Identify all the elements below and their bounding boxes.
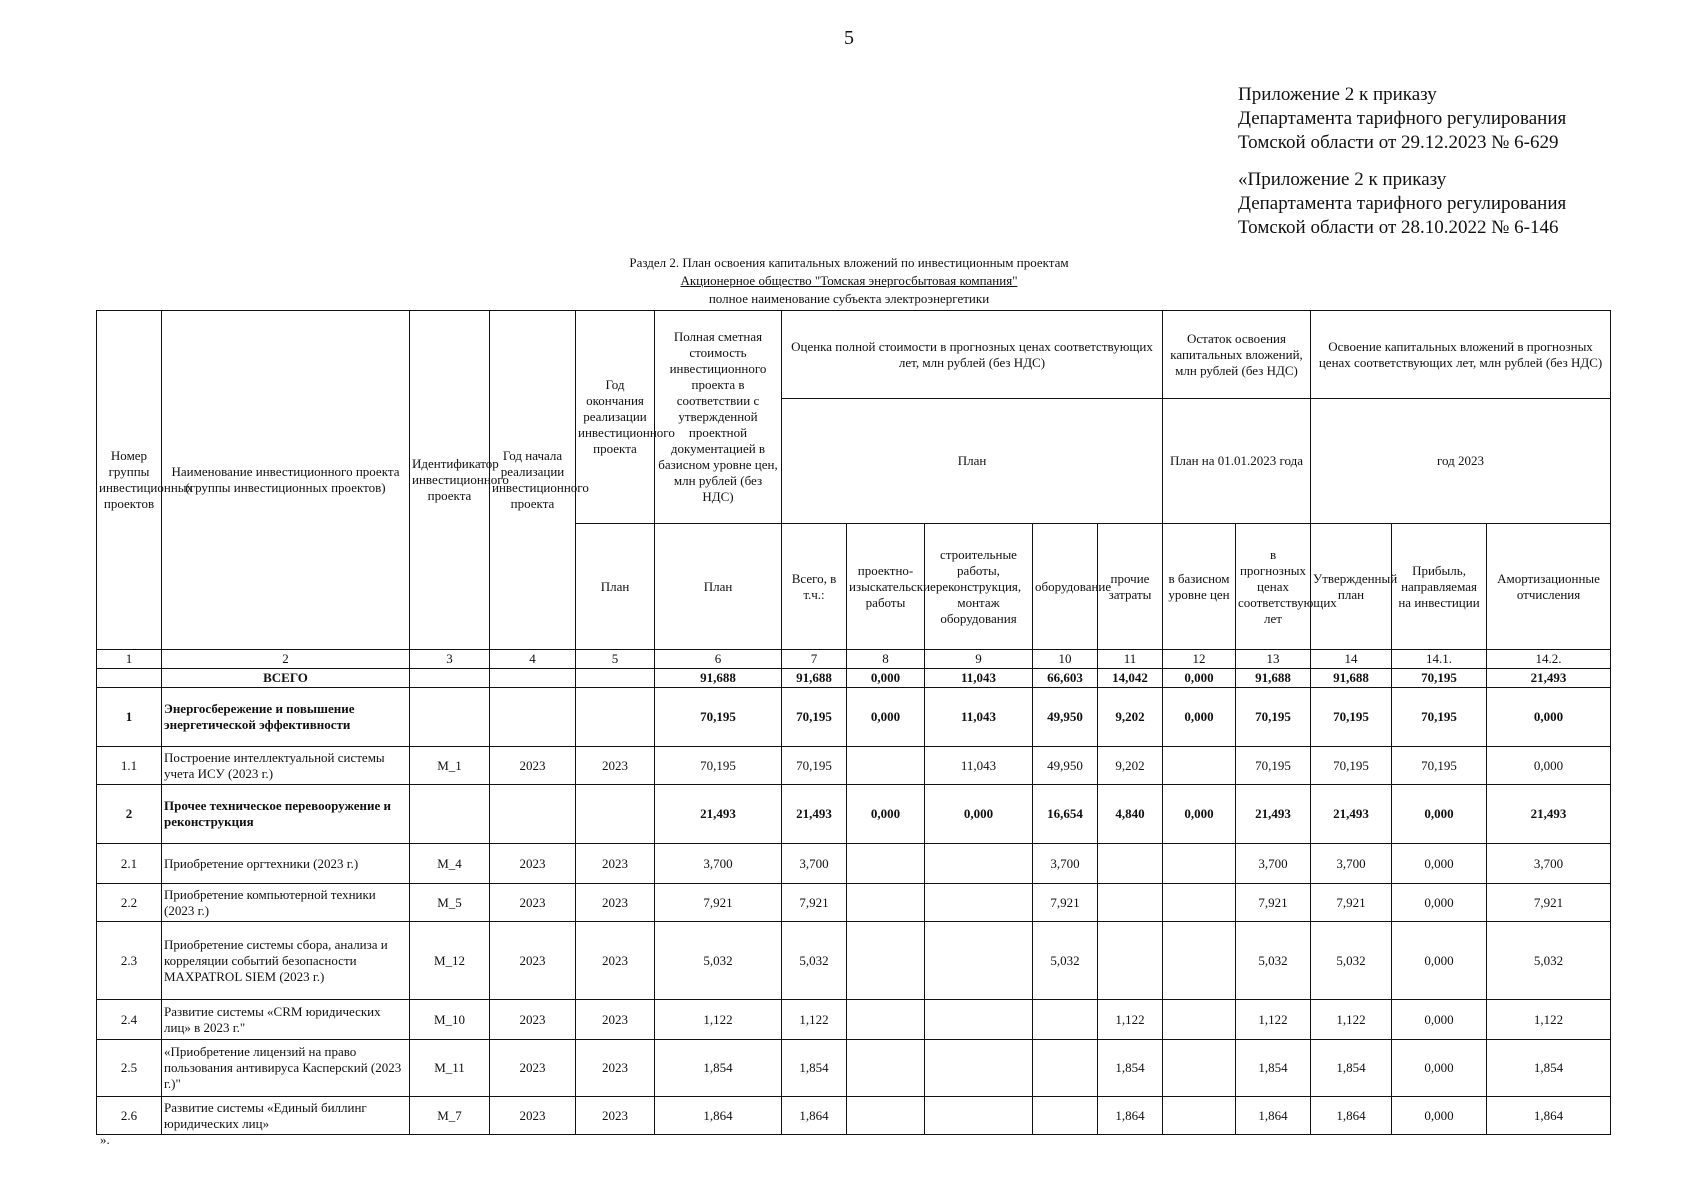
appendix-line: Департамента тарифного регулирования [1238,108,1567,129]
table-cell: 21,493 [1487,785,1611,844]
table-header [97,311,1611,669]
table-cell: M_7 [410,1097,490,1135]
appendix-line: «Приложение 2 к приказу [1238,169,1447,190]
table-cell: 0,000 [1163,785,1236,844]
header-full-cost: Полная сметная стоимость инвестиционного проекта в соответствии с утвержденной проектной документацией в базисном уровне цен, млн рублей (без НДС) [655,311,782,524]
table-cell: 1,864 [782,1097,847,1135]
table-cell: 1,122 [1098,1000,1163,1040]
table-cell: 70,195 [1392,747,1487,785]
header-start-year: Год начала реализации инвестиционного проекта [490,311,576,650]
table-cell: 1.1 [97,747,162,785]
table-row [97,844,1611,884]
table-cell: 0,000 [1163,669,1236,688]
header-remaining: Остаток освоения капитальных вложений, млн рублей (без НДС) [1163,311,1311,399]
table-row [97,1097,1611,1135]
table-cell: 2023 [490,844,576,884]
table-cell: 5,032 [1033,922,1098,1000]
header-other-costs: прочие затраты [1098,524,1163,650]
table-cell: 0,000 [1392,922,1487,1000]
table-cell: 2023 [490,1000,576,1040]
header-year-2023: год 2023 [1311,399,1611,524]
table-cell: 9,202 [1098,747,1163,785]
table-cell [847,922,925,1000]
table-cell [410,785,490,844]
company-caption: полное наименование субъекта электроэнергетики [708,291,990,306]
table-cell: M_10 [410,1000,490,1040]
table-cell: 91,688 [655,669,782,688]
table-cell: 1,864 [1236,1097,1311,1135]
project-name-cell: Развитие системы «Единый биллинг юридических лиц» [162,1097,410,1135]
column-number: 14 [1311,650,1392,669]
table-cell: 2023 [576,1000,655,1040]
table-cell: 21,493 [655,785,782,844]
table-cell: 2023 [576,884,655,922]
appendix-line: Томской области от 28.10.2022 № 6-146 [1238,217,1559,238]
project-name-cell: Энергосбережение и повышение энергетической эффективности [162,688,410,747]
table-cell: 2023 [576,1097,655,1135]
table-cell [847,1000,925,1040]
table-cell [847,1040,925,1097]
table-cell [1163,1097,1236,1135]
table-cell: 1,122 [1487,1000,1611,1040]
column-number: 11 [1098,650,1163,669]
table-cell [1163,844,1236,884]
table-row [97,747,1611,785]
table-cell: 14,042 [1098,669,1163,688]
header-project-name: Наименование инвестиционного проекта (группы инвестиционных проектов) [162,311,410,650]
table-cell: 2.4 [97,1000,162,1040]
table-cell [1163,1040,1236,1097]
table-cell: 1,864 [1311,1097,1392,1135]
header-group-number: Номер группы инвестиционных проектов [97,311,162,650]
table-cell: 0,000 [1392,1097,1487,1135]
table-cell [490,785,576,844]
table-cell [925,1000,1033,1040]
table-row [97,688,1611,747]
table-body [97,669,1611,1135]
column-number-row [97,650,1611,669]
table-cell [925,844,1033,884]
company-name: Акционерное общество "Томская энергосбытовая компания" [680,273,1018,288]
table-cell: 1,122 [782,1000,847,1040]
table-cell: 2.5 [97,1040,162,1097]
table-cell [1163,884,1236,922]
appendix-line: Приложение 2 к приказу [1238,84,1437,105]
table-row [97,922,1611,1000]
header-equipment: оборудование [1033,524,1098,650]
investment-plan-table [96,310,1611,1135]
table-cell [410,688,490,747]
column-number: 7 [782,650,847,669]
table-cell: 1,854 [655,1040,782,1097]
table-cell: 70,195 [1311,688,1392,747]
table-cell: 70,195 [655,747,782,785]
table-cell: 0,000 [1392,884,1487,922]
table-cell: 11,043 [925,688,1033,747]
column-number: 14.1. [1392,650,1487,669]
project-name-cell: Прочее техническое перевооружение и реконструкция [162,785,410,844]
table-cell: 7,921 [1033,884,1098,922]
table-cell: 0,000 [847,785,925,844]
column-number: 6 [655,650,782,669]
table-cell [1033,1040,1098,1097]
table-cell: 3,700 [1311,844,1392,884]
table-cell [1033,1000,1098,1040]
table-row [97,1040,1611,1097]
table-cell [847,844,925,884]
table-cell [925,1097,1033,1135]
table-cell: 2023 [576,844,655,884]
table-cell: M_4 [410,844,490,884]
table-cell: 2023 [576,747,655,785]
table-cell: 21,493 [1311,785,1392,844]
table-cell: 21,493 [782,785,847,844]
table-cell: 7,921 [1487,884,1611,922]
column-number: 10 [1033,650,1098,669]
table-cell [576,669,655,688]
header-plan: План [576,524,655,650]
table-cell [925,1040,1033,1097]
table-cell: 0,000 [1487,747,1611,785]
table-cell: 1,864 [1487,1097,1611,1135]
table-cell: 0,000 [1487,688,1611,747]
column-number: 8 [847,650,925,669]
table-cell: 1,854 [1236,1040,1311,1097]
table-cell: 9,202 [1098,688,1163,747]
table-row [97,785,1611,844]
header-end-year: Год окончания реализации инвестиционного проекта [576,311,655,524]
table-cell: 0,000 [925,785,1033,844]
table-cell: 70,195 [655,688,782,747]
table-cell: 7,921 [1311,884,1392,922]
table-cell [490,688,576,747]
column-number: 12 [1163,650,1236,669]
header-identifier: Идентификатор инвестиционного проекта [410,311,490,650]
table-cell [490,669,576,688]
table-cell: 2.2 [97,884,162,922]
table-row [97,669,1611,688]
header-depreciation: Амортизационные отчисления [1487,524,1611,650]
header-development: Освоение капитальных вложений в прогнозных ценах соответствующих лет, млн рублей (без НДС) [1311,311,1611,399]
table-cell: 3,700 [1033,844,1098,884]
table-cell: 70,195 [1392,669,1487,688]
table-cell [847,747,925,785]
table-cell: 91,688 [1236,669,1311,688]
table-cell: 70,195 [782,747,847,785]
table-cell: 3,700 [1487,844,1611,884]
table-cell: 91,688 [1311,669,1392,688]
table-cell: 2023 [490,922,576,1000]
table-cell [847,1097,925,1135]
table-cell: 7,921 [782,884,847,922]
page-number: 5 [844,27,854,49]
table-cell: 7,921 [1236,884,1311,922]
table-row [97,884,1611,922]
table-cell: 70,195 [1311,747,1392,785]
table-cell: 21,493 [1487,669,1611,688]
section-title: Раздел 2. План освоения капитальных вложений по инвестиционным проектам [629,255,1069,270]
table-cell: 2023 [490,884,576,922]
table-cell: 1,864 [655,1097,782,1135]
header-plan: План [782,399,1163,524]
header-base-prices: в базисном уровне цен [1163,524,1236,650]
project-name-cell: Развитие системы «CRM юридических лиц» в 2023 г." [162,1000,410,1040]
project-name-cell: ВСЕГО [162,669,410,688]
table-cell [576,785,655,844]
table-cell: 1,854 [1311,1040,1392,1097]
table-cell [410,669,490,688]
table-cell: 2.3 [97,922,162,1000]
table-cell: 1,854 [782,1040,847,1097]
header-plan: План [655,524,782,650]
table-cell: 5,032 [782,922,847,1000]
table-cell: 0,000 [1392,844,1487,884]
closing-mark: ». [100,1132,110,1147]
table-cell: 0,000 [1163,688,1236,747]
table-cell: 2023 [490,747,576,785]
table-cell: 66,603 [1033,669,1098,688]
header-total-incl: Всего, в т.ч.: [782,524,847,650]
table-cell: 1,122 [1236,1000,1311,1040]
appendix-line: Департамента тарифного регулирования [1238,193,1567,214]
table-cell: 16,654 [1033,785,1098,844]
column-number: 2 [162,650,410,669]
table-cell: 7,921 [655,884,782,922]
header-construction: строительные работы, реконструкция, монтаж оборудования [925,524,1033,650]
table-cell: 1,854 [1487,1040,1611,1097]
table-cell: 0,000 [847,688,925,747]
table-cell [1098,844,1163,884]
header-estimate-full-cost: Оценка полной стоимости в прогнозных ценах соответствующих лет, млн рублей (без НДС) [782,311,1163,399]
table-cell: M_12 [410,922,490,1000]
table-cell: 1,122 [655,1000,782,1040]
table-cell: 70,195 [1236,688,1311,747]
project-name-cell: Приобретение компьютерной техники (2023 г.) [162,884,410,922]
project-name-cell: «Приобретение лицензий на право пользования антивируса Касперский (2023 г.)" [162,1040,410,1097]
table-cell [1163,747,1236,785]
table-cell: 21,493 [1236,785,1311,844]
table-cell [576,688,655,747]
column-number: 3 [410,650,490,669]
table-cell: 2023 [576,1040,655,1097]
table-cell: 5,032 [1311,922,1392,1000]
table-cell: 49,950 [1033,688,1098,747]
table-cell: 2.1 [97,844,162,884]
table-cell: 70,195 [782,688,847,747]
table-cell: 5,032 [1487,922,1611,1000]
table-cell: 0,000 [847,669,925,688]
table-cell: M_11 [410,1040,490,1097]
table-cell: 0,000 [1392,1040,1487,1097]
table-cell: 2 [97,785,162,844]
header-plan-on-date: План на 01.01.2023 года [1163,399,1311,524]
table-cell: 1,854 [1098,1040,1163,1097]
table-cell: 70,195 [1392,688,1487,747]
table-cell: 11,043 [925,747,1033,785]
table-cell [1098,922,1163,1000]
table-cell [1033,1097,1098,1135]
table-cell: 2023 [490,1040,576,1097]
table-cell [1163,1000,1236,1040]
table-cell: M_5 [410,884,490,922]
table-cell: 1,122 [1311,1000,1392,1040]
table-cell [1163,922,1236,1000]
column-number: 14.2. [1487,650,1611,669]
table-cell: 3,700 [1236,844,1311,884]
table-cell [97,669,162,688]
table-cell [925,884,1033,922]
table-cell: 2023 [576,922,655,1000]
column-number: 9 [925,650,1033,669]
header-forecast-prices: в прогнозных ценах соответствующих лет [1236,524,1311,650]
table-cell: 2.6 [97,1097,162,1135]
header-profit-invest: Прибыль, направляемая на инвестиции [1392,524,1487,650]
table-cell: 1,864 [1098,1097,1163,1135]
column-number: 4 [490,650,576,669]
table-cell [847,884,925,922]
table-cell [925,922,1033,1000]
table-cell: 49,950 [1033,747,1098,785]
header-design-survey: проектно-изыскательские работы [847,524,925,650]
table-cell: 3,700 [655,844,782,884]
table-cell: 3,700 [782,844,847,884]
table-cell [1098,884,1163,922]
table-cell: 4,840 [1098,785,1163,844]
table-cell: 0,000 [1392,785,1487,844]
table-cell: 2023 [490,1097,576,1135]
project-name-cell: Приобретение системы сбора, анализа и корреляции событий безопасности MAXPATROL SIEM (2023 г.) [162,922,410,1000]
project-name-cell: Приобретение оргтехники (2023 г.) [162,844,410,884]
column-number: 13 [1236,650,1311,669]
table-cell: 11,043 [925,669,1033,688]
appendix-line: Томской области от 29.12.2023 № 6-629 [1238,132,1559,153]
table-cell: 5,032 [1236,922,1311,1000]
column-number: 1 [97,650,162,669]
table-cell: 1 [97,688,162,747]
table-cell: 0,000 [1392,1000,1487,1040]
header-approved-plan: Утвержденный план [1311,524,1392,650]
project-name-cell: Построение интеллектуальной системы учета ИСУ (2023 г.) [162,747,410,785]
table-row [97,1000,1611,1040]
table-cell: 91,688 [782,669,847,688]
appendix-reference-original [1238,168,1566,240]
table-cell: 70,195 [1236,747,1311,785]
column-number: 5 [576,650,655,669]
appendix-reference-current [1238,83,1566,155]
table-cell: M_1 [410,747,490,785]
table-cell: 5,032 [655,922,782,1000]
